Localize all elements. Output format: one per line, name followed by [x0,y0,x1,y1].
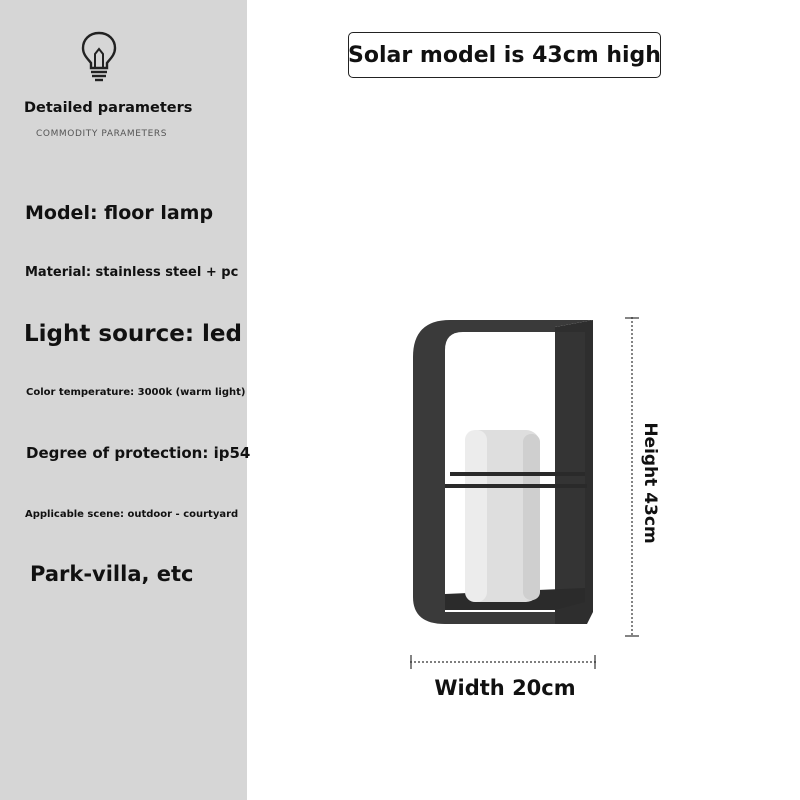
width-label: Width 20cm [434,676,576,700]
param-model: Model: floor lamp [25,202,214,224]
parameters-subtitle: COMMODITY PARAMETERS [36,129,168,139]
param-protection: Degree of protection: ip54 [26,444,251,462]
headline-box: Solar model is 43cm high [348,32,661,78]
height-label: Height 43cm [640,422,660,544]
param-scene: Applicable scene: outdoor - courtyard [25,509,239,520]
lamp-illustration [405,312,605,642]
parameters-sidebar [0,0,251,800]
width-dimension-line [410,652,596,672]
parameters-title: Detailed parameters [24,100,193,116]
param-material: Material: stainless steel + pc [25,265,239,280]
param-light-source: Light source: led [24,321,242,347]
param-color-temperature: Color temperature: 3000k (warm light) [26,387,246,398]
lightbulb-icon [80,30,118,82]
param-scene-extra: Park-villa, etc [30,562,194,586]
height-dimension-line [622,317,642,637]
